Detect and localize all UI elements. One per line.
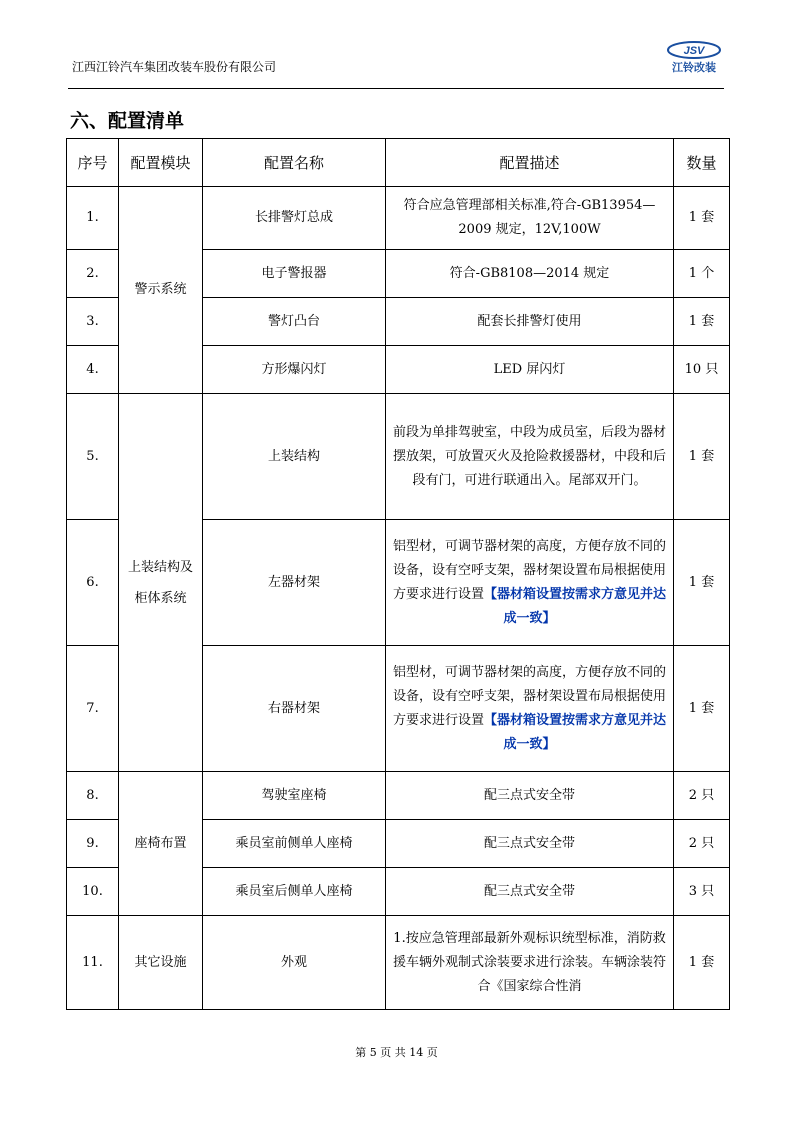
row-desc: 配三点式安全带 bbox=[386, 772, 674, 820]
table-row bbox=[67, 772, 730, 820]
row-no: 2. bbox=[67, 250, 119, 298]
row-name: 右器材架 bbox=[203, 646, 386, 772]
row-name: 警灯凸台 bbox=[203, 298, 386, 346]
row-qty: 1 套 bbox=[674, 520, 730, 646]
row-no: 6. bbox=[67, 520, 119, 646]
row-qty: 3 只 bbox=[674, 868, 730, 916]
row-desc: LED 屏闪灯 bbox=[386, 346, 674, 394]
row-desc-highlight: 【器材箱设置按需求方意见并达成一致】 bbox=[484, 712, 667, 752]
row-name: 左器材架 bbox=[203, 520, 386, 646]
row-qty: 1 套 bbox=[674, 394, 730, 520]
row-desc-text: 铝型材，可调节器材架的高度，方便存放不同的设备，设有空呼支架，器材架设置布局根据使用方要求进行设置 bbox=[392, 664, 666, 728]
row-desc: 前段为单排驾驶室，中段为成员室，后段为器材摆放架，可放置灭火及抢险救援器材，中段和后段有门，可进行联通出入。尾部双开门。 bbox=[386, 394, 674, 520]
row-no: 4. bbox=[67, 346, 119, 394]
row-qty: 1 套 bbox=[674, 298, 730, 346]
row-desc-text: 铝型材，可调节器材架的高度，方便存放不同的设备，设有空呼支架，器材架设置布局根据使用方要求进行设置 bbox=[392, 538, 666, 602]
page-footer: 第 5 页 共 14 页 bbox=[355, 1046, 438, 1059]
logo-mark: JSV bbox=[683, 45, 705, 57]
header-desc: 配置描述 bbox=[386, 139, 674, 187]
header-module: 配置模块 bbox=[119, 139, 203, 187]
row-qty: 1 套 bbox=[674, 646, 730, 772]
row-qty: 1 套 bbox=[674, 187, 730, 250]
row-desc bbox=[386, 646, 674, 772]
company-logo bbox=[664, 40, 724, 74]
row-no: 3. bbox=[67, 298, 119, 346]
header-name: 配置名称 bbox=[203, 139, 386, 187]
row-no: 11. bbox=[67, 916, 119, 1010]
module-other: 其它设施 bbox=[119, 916, 203, 1010]
row-desc: 符合-GB8108—2014 规定 bbox=[386, 250, 674, 298]
row-desc: 配套长排警灯使用 bbox=[386, 298, 674, 346]
row-no: 1. bbox=[67, 187, 119, 250]
row-no: 5. bbox=[67, 394, 119, 520]
table-row bbox=[67, 187, 730, 250]
row-name: 乘员室后侧单人座椅 bbox=[203, 868, 386, 916]
row-qty: 2 只 bbox=[674, 820, 730, 868]
row-no: 7. bbox=[67, 646, 119, 772]
header-qty: 数量 bbox=[674, 139, 730, 187]
header-company-name: 江西江铃汽车集团改装车股份有限公司 bbox=[72, 60, 277, 74]
row-name: 上装结构 bbox=[203, 394, 386, 520]
module-seats: 座椅布置 bbox=[119, 772, 203, 916]
section-title: 六、配置清单 bbox=[70, 110, 185, 132]
row-no: 10. bbox=[67, 868, 119, 916]
row-qty: 1 套 bbox=[674, 916, 730, 1010]
row-name: 长排警灯总成 bbox=[203, 187, 386, 250]
row-desc: 1.按应急管理部最新外观标识统型标准，消防救援车辆外观制式涂装要求进行涂装。车辆涂装符合《国家综合性消 bbox=[386, 916, 674, 1010]
row-desc: 配三点式安全带 bbox=[386, 868, 674, 916]
row-name: 方形爆闪灯 bbox=[203, 346, 386, 394]
row-name: 驾驶室座椅 bbox=[203, 772, 386, 820]
row-desc bbox=[386, 520, 674, 646]
module-body: 上装结构及柜体系统 bbox=[119, 394, 203, 772]
table-header-row bbox=[67, 139, 730, 187]
table-row bbox=[67, 916, 730, 1010]
row-name: 乘员室前侧单人座椅 bbox=[203, 820, 386, 868]
module-warning: 警示系统 bbox=[119, 187, 203, 394]
row-desc-highlight: 【器材箱设置按需求方意见并达成一致】 bbox=[484, 586, 667, 626]
row-qty: 10 只 bbox=[674, 346, 730, 394]
row-qty: 1 个 bbox=[674, 250, 730, 298]
row-desc: 符合应急管理部相关标准,符合-GB13954—2009 规定，12V,100W bbox=[386, 187, 674, 250]
header-no: 序号 bbox=[67, 139, 119, 187]
row-name: 外观 bbox=[203, 916, 386, 1010]
row-qty: 2 只 bbox=[674, 772, 730, 820]
table-row bbox=[67, 394, 730, 520]
row-no: 8. bbox=[67, 772, 119, 820]
config-table bbox=[66, 138, 730, 1010]
logo-text: 江铃改装 bbox=[672, 61, 716, 74]
row-name: 电子警报器 bbox=[203, 250, 386, 298]
row-desc: 配三点式安全带 bbox=[386, 820, 674, 868]
header-divider bbox=[68, 88, 724, 89]
row-no: 9. bbox=[67, 820, 119, 868]
